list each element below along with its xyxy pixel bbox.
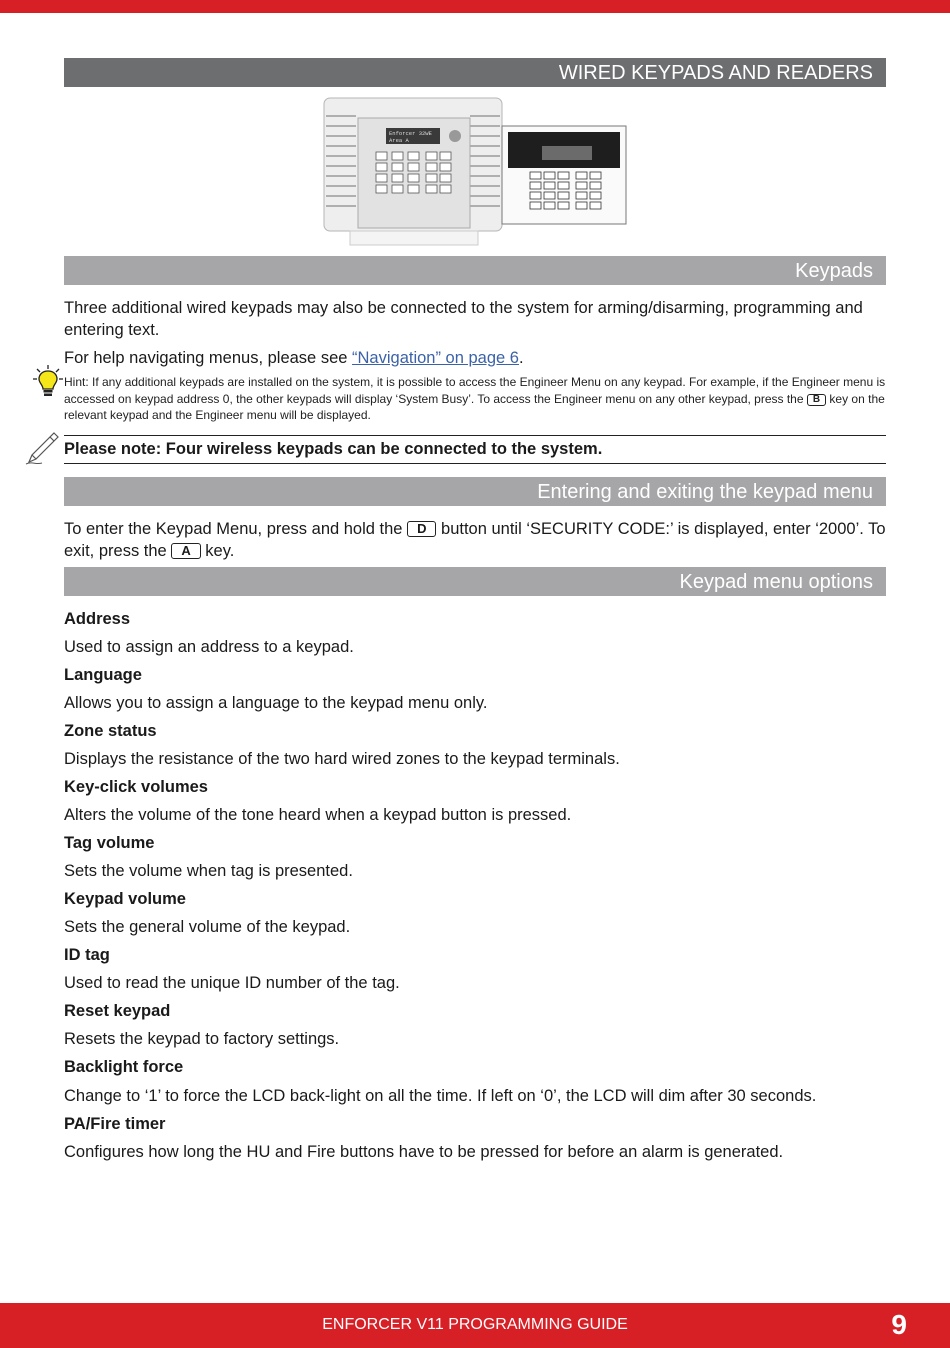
option-text: Allows you to assign a language to the keypad menu only. <box>64 694 488 712</box>
option-heading: Zone status <box>64 722 157 740</box>
entering-title: Entering and exiting the keypad menu <box>537 481 873 503</box>
keypad-product-image <box>322 96 630 248</box>
option-text: Change to ‘1’ to force the LCD back-light on all the time. If left on ‘0’, the LCD will dim after 30 seconds. <box>64 1087 817 1105</box>
option-heading: Language <box>64 666 142 684</box>
option-text: Displays the resistance of the two hard wired zones to the keypad terminals. <box>64 750 620 768</box>
entering-title-bar <box>64 477 886 506</box>
option-heading: PA/Fire timer <box>64 1115 166 1133</box>
hint-text <box>64 374 886 424</box>
navigation-link[interactable]: “Navigation” on page 6 <box>352 349 519 367</box>
page-number: 9 <box>891 1309 907 1340</box>
options-title-bar <box>64 567 886 596</box>
d-key-icon: D <box>407 521 436 537</box>
hint-part2: key on the relevant keypad and the Engineer menu will be displayed. <box>64 391 885 422</box>
a-key-icon: A <box>171 543 200 559</box>
option-text: Used to read the unique ID number of the tag. <box>64 974 400 992</box>
lcd-line-1: Enforcer 32WE <box>389 130 432 137</box>
keypads-paragraph: Three additional wired keypads may also be connected to the system for arming/disarming, programming and entering text. <box>64 299 863 339</box>
help-prefix: For help navigating menus, please see <box>64 349 353 367</box>
option-heading: Address <box>64 610 131 628</box>
lcd-line-2: Area A <box>389 137 409 144</box>
footer-title: ENFORCER V11 PROGRAMMING GUIDE <box>322 1316 628 1333</box>
pencil-icon <box>24 430 60 466</box>
keypads-title-bar <box>64 256 886 285</box>
please-note: Please note: Four wireless keypads can be connected to the system. <box>64 435 886 464</box>
option-heading: ID tag <box>64 946 110 964</box>
option-heading: Reset keypad <box>64 1002 171 1020</box>
section-title-bar <box>64 58 886 87</box>
options-title: Keypad menu options <box>679 571 873 593</box>
option-text: Used to assign an address to a keypad. <box>64 638 354 656</box>
footer-bar <box>0 1303 950 1348</box>
option-text: Resets the keypad to factory settings. <box>64 1030 340 1048</box>
help-line <box>64 347 886 369</box>
help-suffix: . <box>518 349 524 367</box>
option-text: Sets the general volume of the keypad. <box>64 918 351 936</box>
entering-part2: button until ‘SECURITY CODE:’ is displayed, enter ‘2000’. To exit, press the <box>64 520 886 560</box>
top-red-stripe <box>0 0 950 13</box>
option-heading: Keypad volume <box>64 890 186 908</box>
b-key-icon: B <box>807 394 826 406</box>
option-text: Configures how long the HU and Fire buttons have to be pressed for before an alarm is generated. <box>64 1143 784 1161</box>
entering-part1: To enter the Keypad Menu, press and hold the <box>64 520 408 538</box>
section-title: WIRED KEYPADS AND READERS <box>558 62 873 84</box>
option-heading: Key-click volumes <box>64 778 208 796</box>
entering-paragraph <box>64 518 886 562</box>
option-text: Alters the volume of the tone heard when a keypad button is pressed. <box>64 806 572 824</box>
hint-part1: Hint: If any additional keypads are installed on the system, it is possible to access the Engineer Menu on any keypad. For example, if the Engineer menu is accessed on keypad address 0, the other keypads will display ‘System Busy’. To access the Engineer menu on any other keypad, press the <box>64 375 886 406</box>
keypads-title: Keypads <box>795 260 873 282</box>
entering-part3: key. <box>200 542 235 560</box>
option-text: Sets the volume when tag is presented. <box>64 862 353 880</box>
option-heading: Tag volume <box>64 834 155 852</box>
lightbulb-icon <box>32 364 64 400</box>
option-heading: Backlight force <box>64 1058 184 1076</box>
